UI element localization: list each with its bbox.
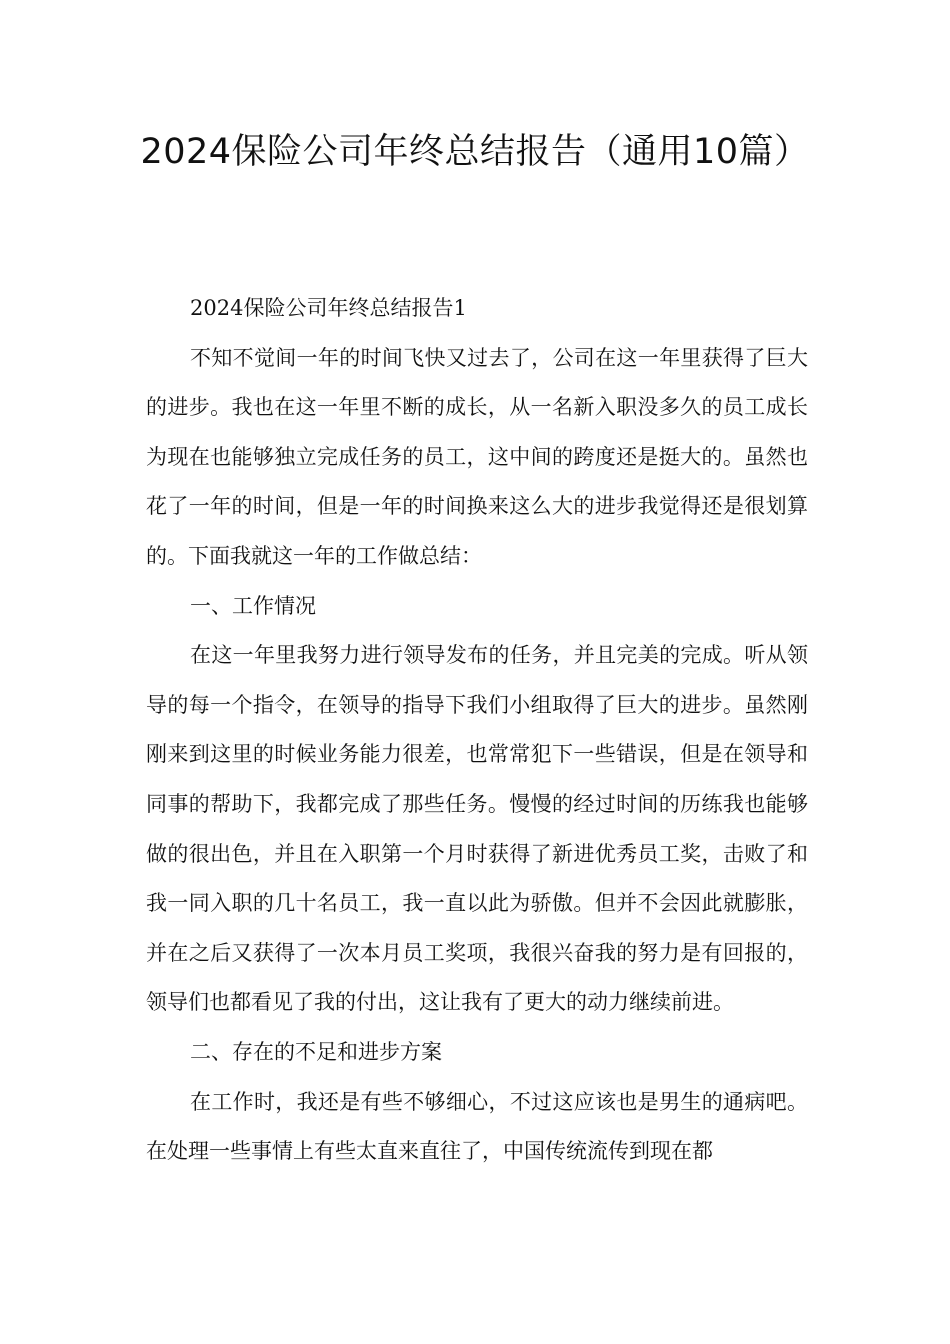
section-heading-work-status: 一、工作情况 bbox=[190, 593, 316, 618]
paragraph-intro: 不知不觉间一年的时间飞快又过去了，公司在这一年里获得了巨大的进步。我也在这一年里不断的成长，从一名新入职没多久的员工成长为现在也能够独立完成任务的员工，这中间的跨度还是挺大的。虽然也花了一年的时间，但是一年的时间换来这么大的进步我觉得还是很划算的。下面我就这一年的工作做总结： bbox=[146, 345, 808, 568]
document-body bbox=[146, 284, 808, 1177]
paragraph-shortcomings: 在工作时，我还是有些不够细心，不过这应该也是男生的通病吧。在处理一些事情上有些太直来直往了，中国传统流传到现在都 bbox=[146, 1089, 808, 1164]
document-title: 2024保险公司年终总结报告（通用10篇） bbox=[140, 132, 810, 172]
paragraph-work-status: 在这一年里我努力进行领导发布的任务，并且完美的完成。听从领导的每一个指令，在领导的指导下我们小组取得了巨大的进步。虽然刚刚来到这里的时候业务能力很差，也常常犯下一些错误，但是在领导和同事的帮助下，我都完成了那些任务。慢慢的经过时间的历练我也能够做的很出色，并且在入职第一个月时获得了新进优秀员工奖，击败了和我一同入职的几十名员工，我一直以此为骄傲。但并不会因此就膨胀，并在之后又获得了一次本月员工奖项，我很兴奋我的努力是有回报的，领导们也都看见了我的付出，这让我有了更大的动力继续前进。 bbox=[146, 643, 808, 1015]
section-heading-report-1: 2024保险公司年终总结报告1 bbox=[190, 296, 467, 320]
section-heading-shortcomings: 二、存在的不足和进步方案 bbox=[190, 1039, 442, 1064]
